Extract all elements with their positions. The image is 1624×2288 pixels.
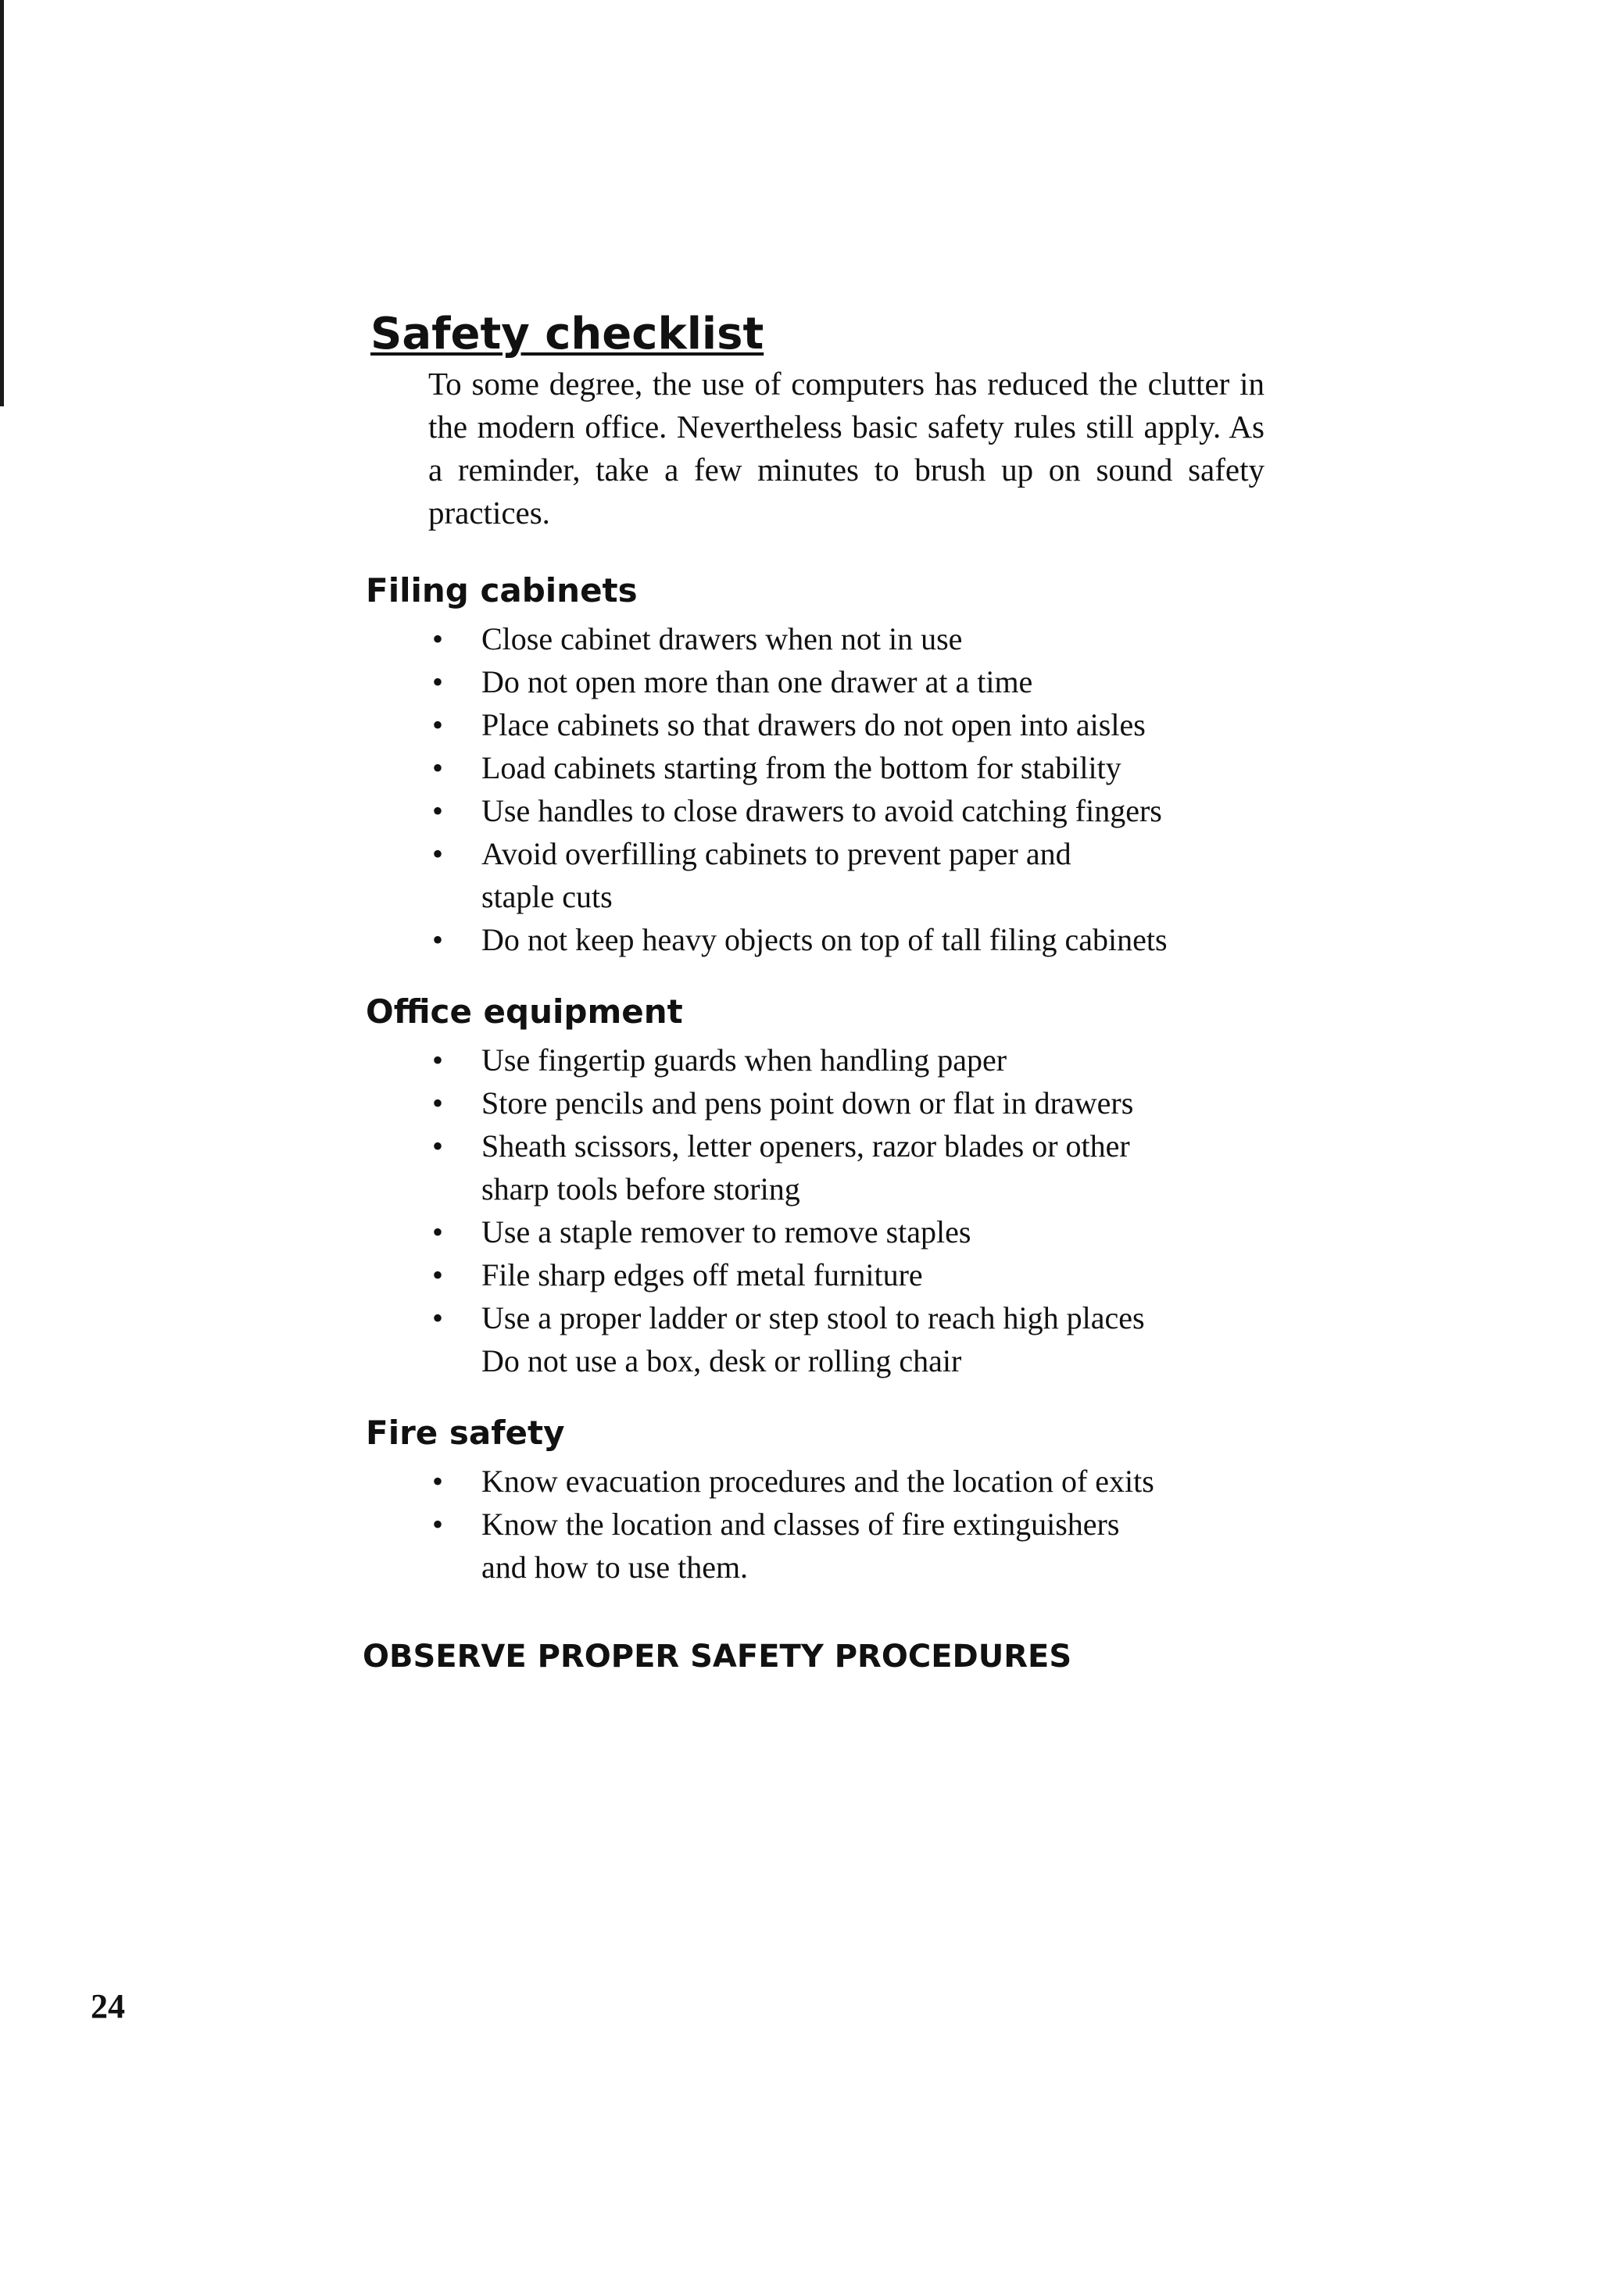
bullet-item-text: Use fingertip guards when handling paper (481, 1042, 1007, 1078)
bullet-item-text: Store pencils and pens point down or flat in drawers (481, 1085, 1134, 1121)
bullet-dot-icon: • (431, 793, 443, 828)
bullet-dot-icon: • (431, 1507, 443, 1542)
bullet-item (422, 1210, 1266, 1253)
bullet-dot-icon: • (431, 621, 443, 656)
bullet-dot-icon: • (431, 922, 443, 957)
section-heading-filing-cabinets: Filing cabinets (366, 571, 638, 610)
bullet-item-text: Do not use a box, desk or rolling chair (481, 1343, 962, 1378)
bullet-dot-icon: • (431, 1214, 443, 1249)
bullet-item (422, 1039, 1266, 1081)
bullet-item (422, 1124, 1266, 1210)
page-number: 24 (91, 1987, 125, 2025)
bullet-dot-icon: • (431, 836, 443, 871)
bullet-dot-icon: • (431, 1464, 443, 1499)
bullet-dot-icon: • (431, 750, 443, 785)
bullet-item-text: staple cuts (481, 879, 613, 914)
bullet-item-text: Load cabinets starting from the bottom for stability (481, 750, 1121, 785)
bullet-item-text: Do not open more than one drawer at a time (481, 664, 1033, 699)
bullet-item-text: Place cabinets so that drawers do not open into aisles (481, 707, 1146, 742)
section-heading-fire-safety: Fire safety (366, 1414, 565, 1452)
bullet-item (422, 918, 1266, 961)
bullet-item-text: Sheath scissors, letter openers, razor blades or other (481, 1128, 1130, 1164)
bullet-dot-icon: • (431, 1300, 443, 1335)
bullet-item-text: Close cabinet drawers when not in use (481, 621, 963, 656)
bullet-item-text: Use handles to close drawers to avoid catching fingers (481, 793, 1162, 828)
bullet-item-text: Do not keep heavy objects on top of tall filing cabinets (481, 922, 1168, 957)
bullet-item (422, 832, 1266, 918)
closing-notice: OBSERVE PROPER SAFETY PROCEDURES (363, 1639, 1072, 1675)
bullet-item (422, 1460, 1266, 1503)
bullet-dot-icon: • (431, 1128, 443, 1164)
bullet-item (422, 746, 1266, 789)
bullet-item-text: Know the location and classes of fire extinguishers (481, 1507, 1120, 1542)
bullet-item-text: Avoid overfilling cabinets to prevent paper and (481, 836, 1071, 871)
bullet-item (422, 1253, 1266, 1296)
bullet-item (422, 1081, 1266, 1124)
bullet-dot-icon: • (431, 1042, 443, 1078)
bullet-item (422, 617, 1266, 660)
bullet-dot-icon: • (431, 1257, 443, 1292)
bullet-list (422, 1039, 1266, 1382)
bullet-item-text: Know evacuation procedures and the location of exits (481, 1464, 1154, 1499)
page-title: Safety checklist (370, 309, 764, 359)
bullet-item-text: File sharp edges off metal furniture (481, 1257, 923, 1292)
section-heading-office-equipment: Office equipment (366, 992, 683, 1031)
bullet-dot-icon: • (431, 707, 443, 742)
bullet-item (422, 1296, 1266, 1382)
bullet-item-text: and how to use them. (481, 1550, 749, 1585)
bullet-list (422, 617, 1266, 961)
bullet-item-text: sharp tools before storing (481, 1171, 800, 1207)
bullet-item-text: Use a proper ladder or step stool to reach high places (481, 1300, 1145, 1335)
bullet-item-text: Use a staple remover to remove staples (481, 1214, 971, 1249)
bullet-item (422, 1503, 1266, 1589)
bullet-item (422, 660, 1266, 703)
bullet-item (422, 703, 1266, 746)
bullet-item (422, 789, 1266, 832)
bullet-dot-icon: • (431, 1085, 443, 1121)
bullet-list (422, 1460, 1266, 1589)
intro-paragraph: To some degree, the use of computers has reduced the clutter in the modern office. Nevertheless basic safety rules still apply. As a reminder, take a few minutes to brush up on sound safety practices. (428, 366, 1265, 531)
bullet-dot-icon: • (431, 664, 443, 699)
